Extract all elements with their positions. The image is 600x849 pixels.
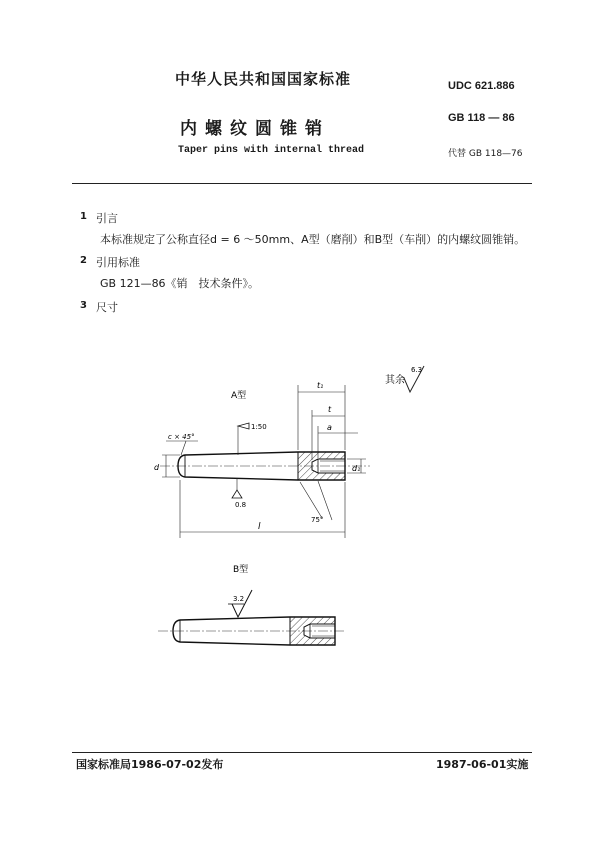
roughness-a-value: 0.8 — [235, 501, 247, 509]
footer-divider — [72, 752, 532, 753]
dim-t-label: t — [328, 405, 332, 414]
section-1-number: 1 — [80, 211, 87, 222]
replaces-note: 代替 GB 118—76 — [448, 149, 523, 159]
type-b-pin — [158, 617, 345, 645]
roughness-a-symbol — [232, 478, 246, 509]
section-1-title: 引言 — [96, 212, 118, 225]
roughness-b-value: 3.2 — [233, 595, 245, 603]
dim-l-label: l — [258, 522, 261, 532]
issuing-org: 中华人民共和国国家标准 — [175, 70, 352, 88]
issue-date: 国家标准局1986-07-02发布 — [76, 758, 224, 771]
section-3-number: 3 — [80, 300, 87, 311]
dim-d-label: d — [154, 463, 160, 472]
section-1-text: 本标准规定了公称直径d = 6 ～50mm、A型（磨削）和B型（车削）的内螺纹圆锥销。 — [100, 233, 526, 246]
roughness-rest-label: 其余 — [385, 375, 405, 386]
section-2-text: GB 121—86《销 技术条件》。 — [100, 277, 260, 290]
roughness-b-symbol — [228, 590, 252, 617]
udc-code: UDC 621.886 — [448, 80, 515, 92]
type-a-label: A型 — [231, 391, 247, 401]
chamfer-label: c × 45° — [168, 433, 195, 441]
dim-d1-label: d₁ — [352, 464, 361, 473]
standard-title-en: Taper pins with internal thread — [178, 145, 365, 156]
dim-a-label: a — [327, 423, 332, 432]
taper-value: 1:50 — [251, 423, 267, 431]
dim-t1-label: t₁ — [317, 381, 324, 390]
type-b-label: B型 — [233, 565, 249, 575]
dimension-lines-a — [162, 385, 366, 538]
roughness-rest-symbol — [385, 366, 424, 392]
section-3-title: 尺寸 — [96, 301, 118, 314]
standard-title-cn: 内螺纹圆锥销 — [180, 119, 330, 139]
effective-date: 1987-06-01实施 — [436, 758, 529, 771]
angle-label: 75° — [311, 516, 324, 524]
taper-symbol — [238, 423, 267, 455]
standard-number: GB 118 — 86 — [448, 112, 515, 124]
roughness-rest-value: 6.3 — [411, 366, 423, 374]
type-a-pin — [160, 452, 370, 480]
section-2-title: 引用标准 — [96, 256, 140, 269]
section-2-number: 2 — [80, 255, 87, 266]
